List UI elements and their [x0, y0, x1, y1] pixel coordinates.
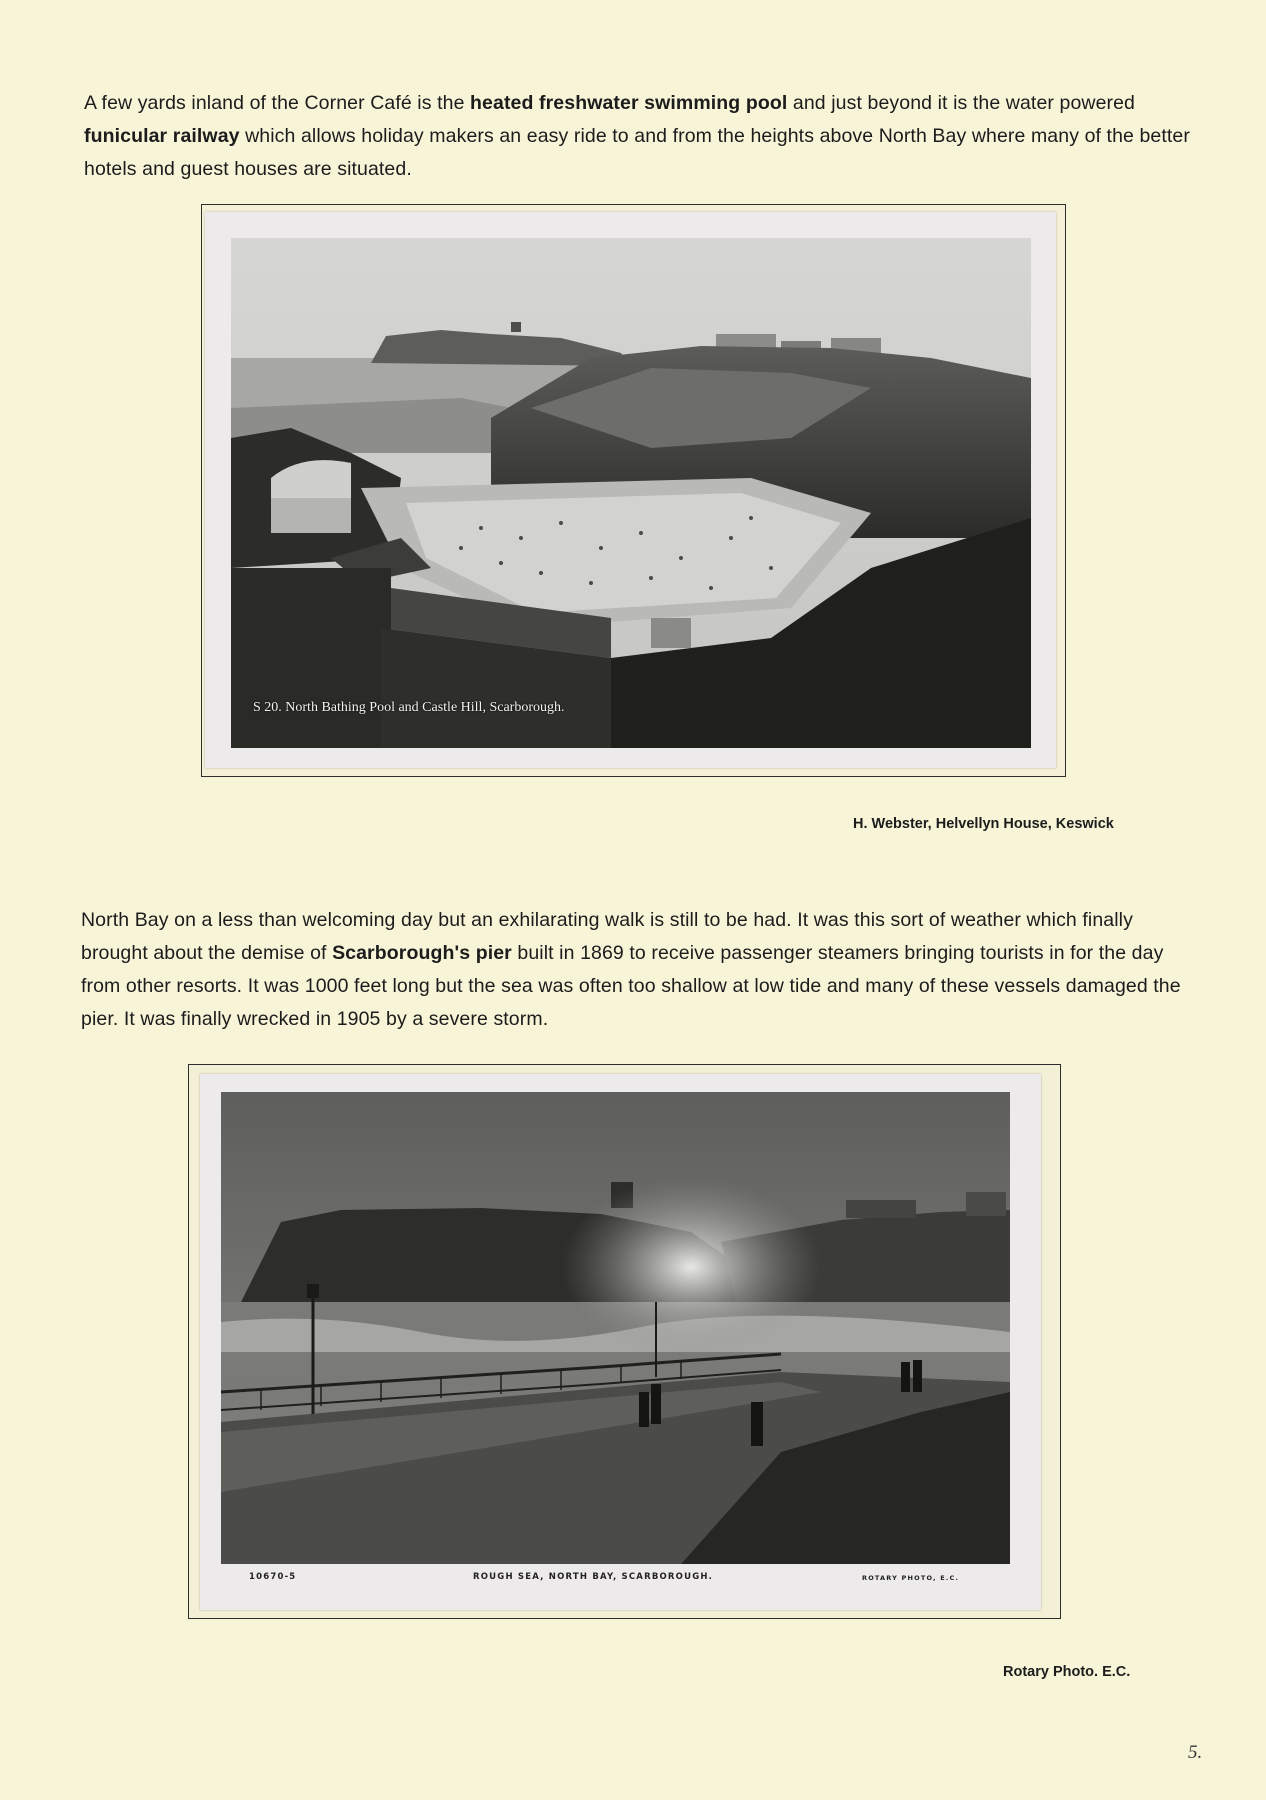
postcard-overlay-caption: S 20. North Bathing Pool and Castle Hill, Scarborough.	[253, 700, 565, 715]
photo-credit-rotary: Rotary Photo. E.C.	[1003, 1664, 1131, 1680]
intro-paragraph-pier	[81, 904, 1201, 1036]
photo-north-bathing-pool	[231, 238, 1031, 748]
photo-rough-sea	[221, 1092, 1010, 1564]
postcard-title: ROUGH SEA, NORTH BAY, SCARBOROUGH.	[473, 1572, 714, 1582]
bold-phrase-swimming-pool: heated freshwater swimming pool	[470, 92, 788, 114]
paragraph-text: A few yards inland of the Corner Café is the	[84, 92, 471, 114]
paragraph-text: which allows holiday makers an easy ride to and from the heights above North Bay where many of the better hotels and guest houses are situated.	[84, 125, 1190, 180]
photo-credit-webster: H. Webster, Helvellyn House, Keswick	[853, 816, 1114, 832]
paragraph-text: and just beyond it is the water powered	[787, 92, 1135, 114]
postcard-number: 10670-5	[249, 1572, 297, 1582]
paragraph-text: built in 1869 to receive passenger steamers bringing tourists in for the day from other resorts. It was 1000 feet long but the sea was often too shallow at low tide and many of these vessels damaged the pier. It was finally wrecked in 1905 by a severe storm.	[81, 942, 1181, 1030]
paragraph-text: North Bay on a less than welcoming day but an exhilarating walk is still to be had. It was this sort of weather which finally brought about the demise of	[81, 909, 1133, 964]
intro-paragraph-pool	[84, 87, 1194, 186]
bold-phrase-funicular: funicular railway	[84, 125, 240, 147]
page-number: 5.	[1188, 1742, 1203, 1763]
bold-phrase-pier: Scarborough's pier	[332, 942, 512, 964]
postcard-publisher: ROTARY PHOTO, E.C.	[862, 1574, 960, 1582]
